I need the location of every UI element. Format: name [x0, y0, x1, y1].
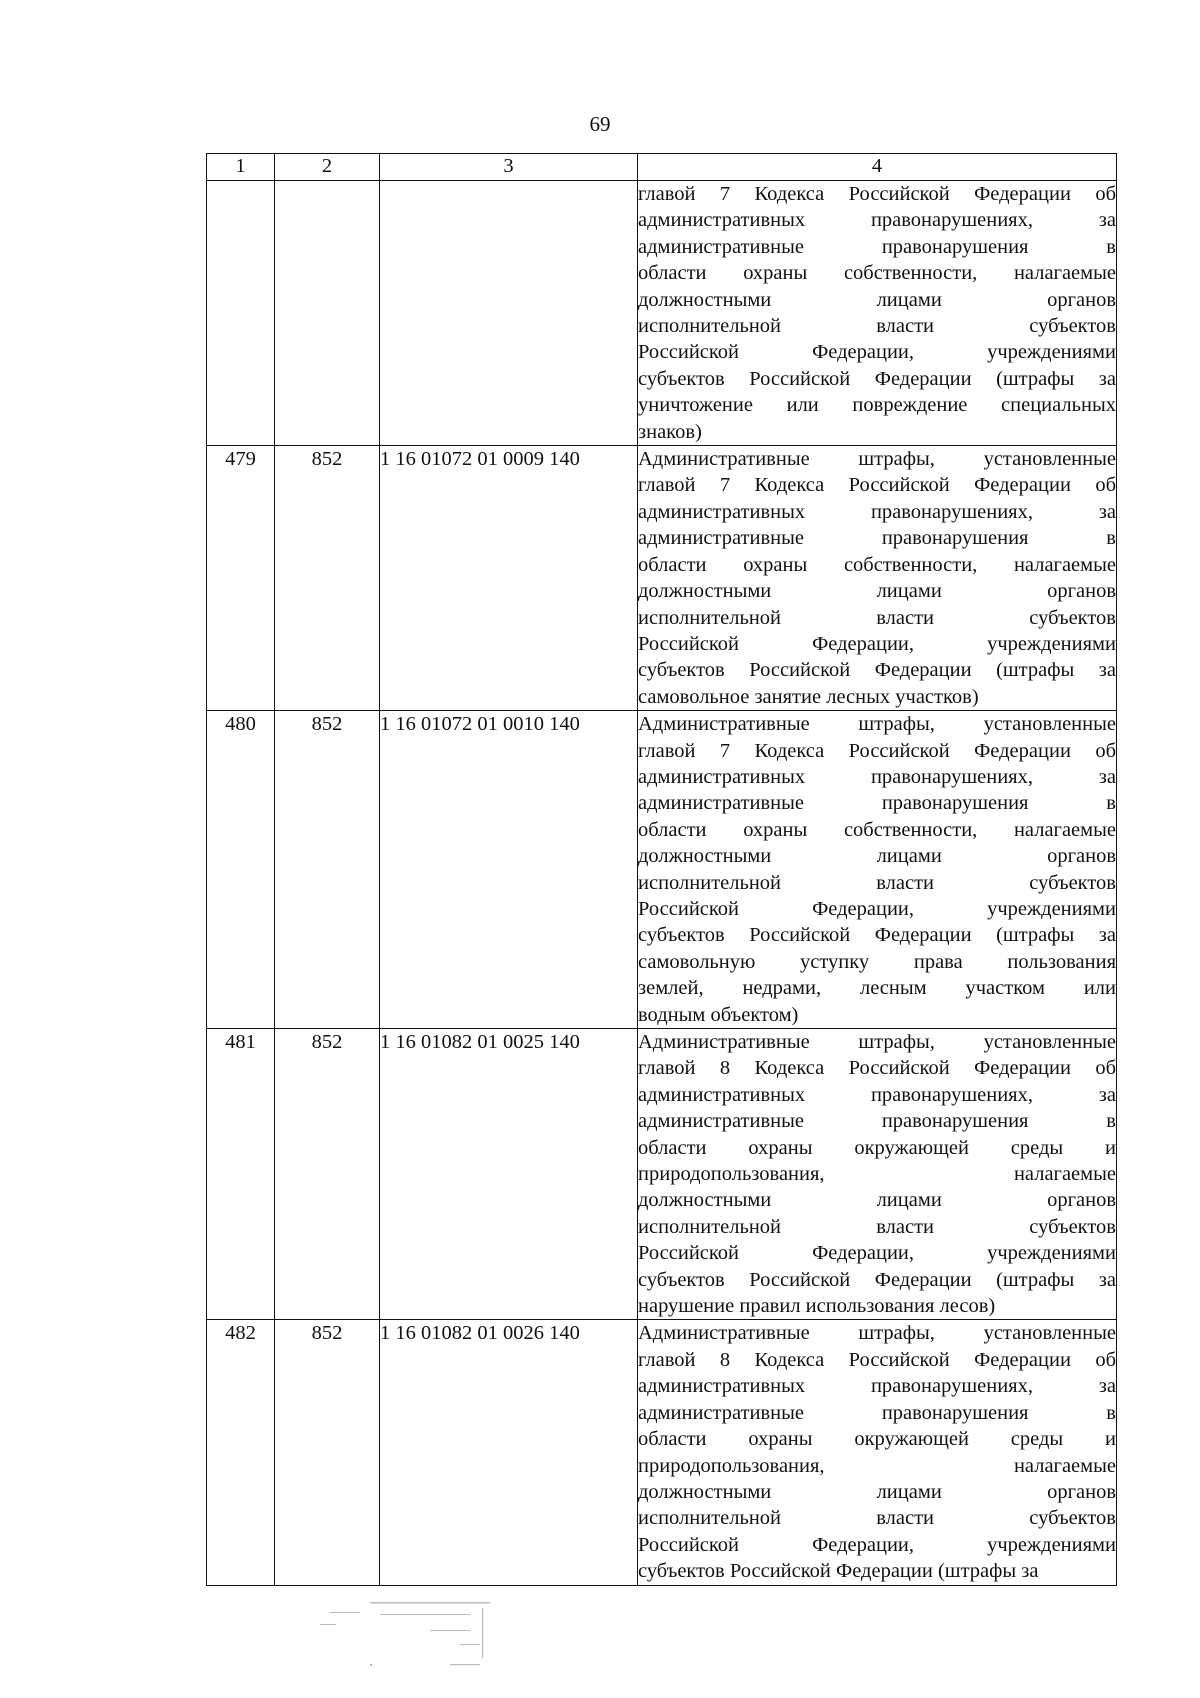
budget-code-cell: 1 16 01082 01 0026 140 — [380, 1320, 638, 1585]
description-line: должностными лицами органов — [638, 1480, 1116, 1503]
description-line: знаков) — [638, 420, 702, 443]
table-row — [207, 711, 1117, 1029]
column-header: 2 — [275, 154, 380, 181]
description-line: Административные штрафы, установленные — [638, 1322, 1116, 1345]
table-header — [207, 154, 1117, 181]
description-line: должностными лицами органов — [638, 1189, 1116, 1212]
description-line: главой 7 Кодекса Российской Федерации об — [638, 474, 1116, 497]
description-line: должностными лицами органов — [638, 580, 1116, 603]
table-row — [207, 446, 1117, 711]
description-cell — [638, 1029, 1117, 1320]
description-line: субъектов Российской Федерации (штрафы за — [638, 659, 1116, 682]
description-line: административных правонарушениях, за — [638, 1083, 1116, 1106]
description-line: природопользования, налагаемые — [638, 1163, 1116, 1186]
description-line: области охраны собственности, налагаемые — [638, 262, 1116, 285]
column-header: 1 — [207, 154, 275, 181]
description-line: Российской Федерации, учреждениями — [638, 1242, 1116, 1265]
description-line: области охраны окружающей среды и — [638, 1428, 1116, 1451]
description-line: водным объектом) — [638, 1003, 799, 1026]
description-cell — [638, 181, 1117, 446]
description-line: нарушение правил использования лесов) — [638, 1295, 996, 1318]
description-line: административных правонарушениях, за — [638, 765, 1116, 788]
page-number: 69 — [589, 112, 611, 136]
description-line: Российской Федерации, учреждениями — [638, 341, 1116, 364]
budget-code-cell — [380, 181, 638, 446]
description-line: административные правонарушения в — [638, 792, 1116, 815]
description-line: субъектов Российской Федерации (штрафы за — [638, 367, 1116, 390]
description-line: главой 8 Кодекса Российской Федерации об — [638, 1057, 1116, 1080]
description-line: Российской Федерации, учреждениями — [638, 1533, 1116, 1556]
description-line: главой 7 Кодекса Российской Федерации об — [638, 183, 1116, 205]
row-number-cell: 481 — [207, 1029, 275, 1320]
budget-code-cell: 1 16 01082 01 0025 140 — [380, 1029, 638, 1320]
description-cell — [638, 446, 1117, 711]
description-line: Российской Федерации, учреждениями — [638, 897, 1116, 920]
budget-code-cell: 1 16 01072 01 0009 140 — [380, 446, 638, 711]
budget-code-cell: 1 16 01072 01 0010 140 — [380, 711, 638, 1029]
description-line: административные правонарушения в — [638, 1110, 1116, 1133]
row-number-cell — [207, 181, 275, 446]
description-line: природопользования, налагаемые — [638, 1454, 1116, 1477]
description-cell — [638, 711, 1117, 1029]
description-line: землей, недрами, лесным участком или — [638, 977, 1116, 1000]
admin-code-cell: 852 — [275, 1029, 380, 1320]
admin-code-cell: 852 — [275, 711, 380, 1029]
table-body — [207, 181, 1117, 1586]
description-line: административных правонарушениях, за — [638, 1375, 1116, 1398]
column-header: 3 — [380, 154, 638, 181]
row-number-cell: 482 — [207, 1320, 275, 1585]
description-line: исполнительной власти субъектов — [638, 606, 1116, 629]
description-line: административных правонарушениях, за — [638, 500, 1116, 523]
column-header: 4 — [638, 154, 1117, 181]
admin-code-cell: 852 — [275, 1320, 380, 1585]
description-line: административных правонарушениях, за — [638, 209, 1116, 232]
description-line: самовольную уступку права пользования — [638, 950, 1116, 973]
description-line: самовольное занятие лесных участков) — [638, 685, 979, 708]
admin-code-cell — [275, 181, 380, 446]
description-line: субъектов Российской Федерации (штрафы за — [638, 1268, 1116, 1291]
description-line: области охраны собственности, налагаемые — [638, 818, 1116, 841]
table-row — [207, 1029, 1117, 1320]
header-row — [207, 154, 1117, 181]
description-line: исполнительной власти субъектов — [638, 315, 1116, 338]
description-line: главой 7 Кодекса Российской Федерации об — [638, 739, 1116, 762]
description-cell — [638, 1320, 1117, 1585]
description-line: административные правонарушения в — [638, 1401, 1116, 1424]
row-number-cell: 480 — [207, 711, 275, 1029]
table-row — [207, 1320, 1117, 1585]
description-line: должностными лицами органов — [638, 845, 1116, 868]
description-line: субъектов Российской Федерации (штрафы за — [638, 924, 1116, 947]
description-line: области охраны окружающей среды и — [638, 1136, 1116, 1159]
budget-codes-table — [206, 153, 1117, 1586]
description-line: субъектов Российской Федерации (штрафы за — [638, 1560, 1039, 1583]
description-line: Российской Федерации, учреждениями — [638, 632, 1116, 655]
description-line: исполнительной власти субъектов — [638, 1215, 1116, 1238]
description-line: Административные штрафы, установленные — [638, 713, 1116, 736]
description-line: должностными лицами органов — [638, 288, 1116, 311]
description-line: исполнительной власти субъектов — [638, 871, 1116, 894]
description-line: главой 8 Кодекса Российской Федерации об — [638, 1348, 1116, 1371]
description-line: административные правонарушения в — [638, 527, 1116, 550]
description-line: исполнительной власти субъектов — [638, 1507, 1116, 1530]
description-line: административные правонарушения в — [638, 235, 1116, 258]
description-line: Административные штрафы, установленные — [638, 448, 1116, 471]
description-line: Административные штрафы, установленные — [638, 1031, 1116, 1053]
description-line: уничтожение или повреждение специальных — [638, 394, 1116, 417]
scan-artifact — [310, 1600, 540, 1670]
admin-code-cell: 852 — [275, 446, 380, 711]
description-line: области охраны собственности, налагаемые — [638, 553, 1116, 576]
table-row — [207, 181, 1117, 446]
row-number-cell: 479 — [207, 446, 275, 711]
